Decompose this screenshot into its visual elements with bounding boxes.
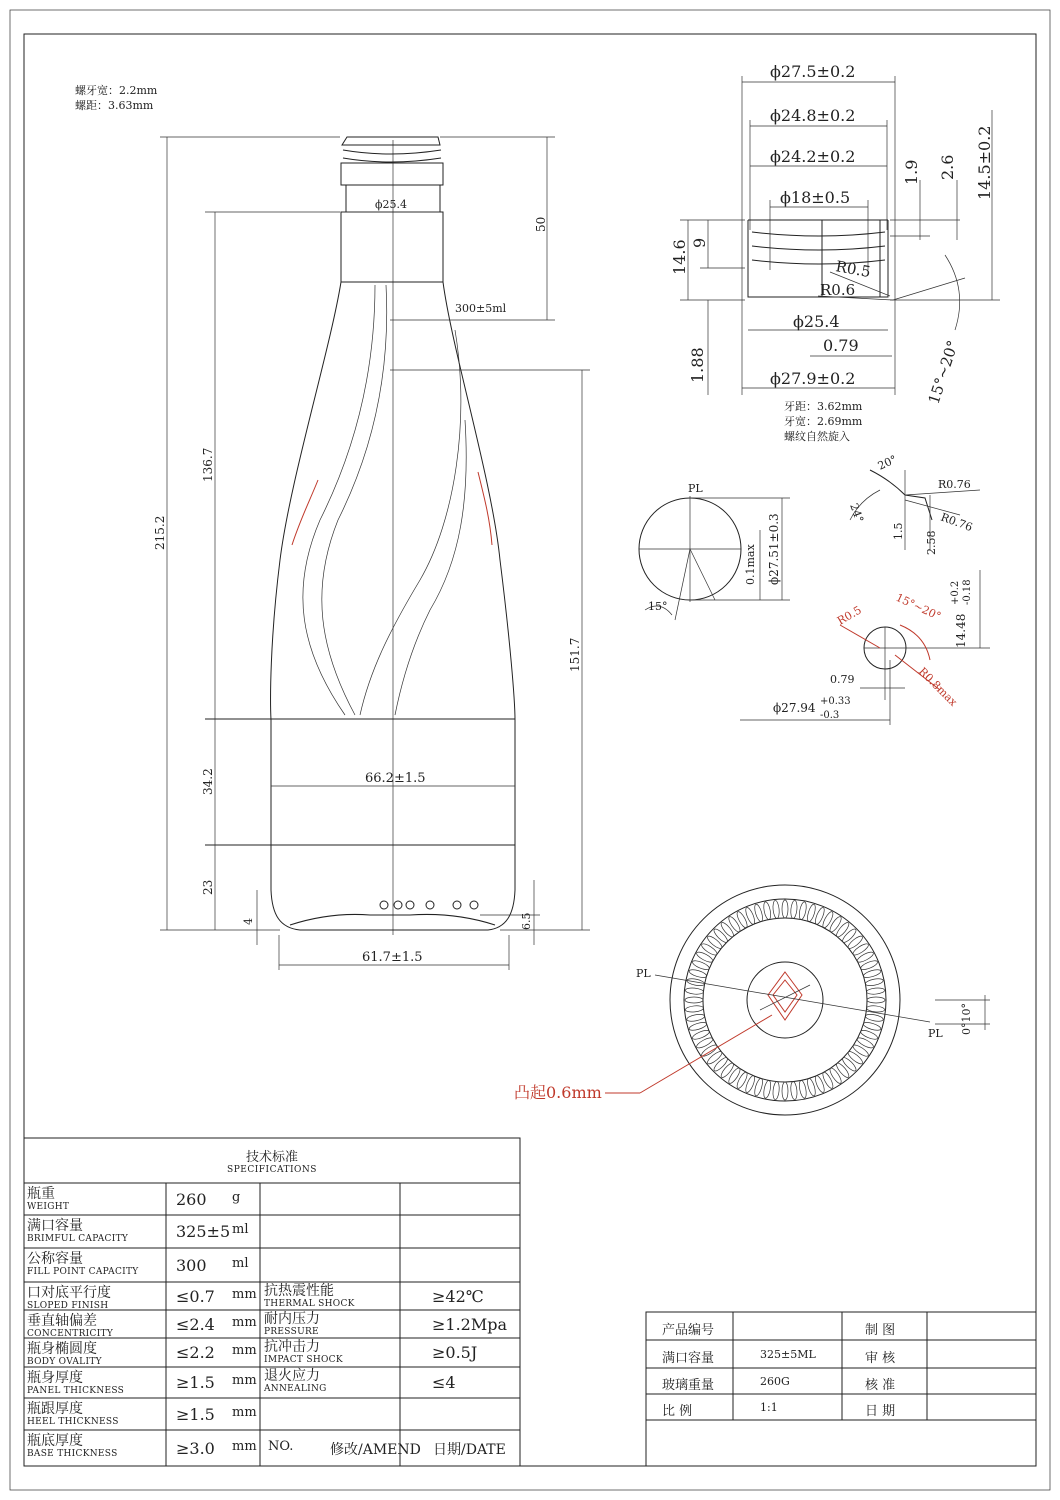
knurl-rib	[727, 1067, 742, 1085]
spec-label-2-cn: 退火应力	[264, 1368, 320, 1384]
heel-height-label: 23	[201, 879, 215, 895]
finish-thread-note: 螺纹自然旋入	[784, 430, 850, 443]
spec-unit: mm	[232, 1373, 257, 1388]
detail-a-angle: 15°	[648, 600, 668, 613]
spec-value: ≥1.5	[176, 1373, 215, 1392]
spec-unit: mm	[232, 1343, 257, 1358]
neck-length-label: 50	[534, 216, 548, 232]
spec-label-2-en: IMPACT SHOCK	[264, 1355, 343, 1365]
spec-value: ≥3.0	[176, 1438, 215, 1458]
finish-r1: R0.5	[834, 257, 873, 282]
base-knurl-ring	[685, 900, 885, 1100]
spec-label-cn: 瓶底厚度	[27, 1433, 83, 1449]
detail-b-h1: 1.5	[892, 522, 905, 540]
spec-value-2: ≥0.5J	[432, 1343, 478, 1362]
detail-c-dia-up: +0.33	[820, 696, 851, 707]
spec-value-2: ≥1.2Mpa	[432, 1314, 508, 1334]
tb-weight-label: 玻璃重量	[662, 1378, 715, 1393]
base-angle: 0°10°	[960, 1003, 973, 1035]
spec-unit: mm	[232, 1314, 257, 1330]
spec-label-en: BODY OVALITY	[27, 1357, 102, 1367]
spec-label	[27, 1342, 102, 1367]
base-pl-left: PL	[636, 967, 651, 980]
knurl-rib	[719, 921, 735, 939]
spec-value: ≤2.2	[176, 1343, 215, 1362]
finish-h5: 9	[690, 237, 709, 248]
spec-label-en: PANEL THICKNESS	[27, 1386, 125, 1396]
neck-dia-label: ϕ25.4	[375, 198, 407, 211]
detail-b	[847, 453, 980, 555]
spec-label-cn: 瓶身厚度	[27, 1370, 83, 1386]
amend-label: 修改/AMEND	[330, 1442, 421, 1458]
knurl-rib	[867, 997, 885, 1003]
thread-width-note: 螺牙宽：2.2mm	[75, 84, 158, 97]
spec-unit: mm	[232, 1286, 257, 1302]
knurl-rib	[856, 1036, 875, 1050]
thread-pitch-note: 螺距：3.63mm	[75, 99, 154, 112]
finish-h2: 2.6	[938, 154, 957, 180]
spec-unit: g	[232, 1189, 241, 1205]
finish-d2: ϕ24.8±0.2	[770, 106, 856, 125]
knurl-rib	[798, 1080, 807, 1099]
spec-unit: ml	[232, 1222, 249, 1237]
base-thickness-label: 4	[242, 918, 255, 925]
spec-unit: mm	[232, 1438, 257, 1454]
knurl-rib	[735, 910, 749, 929]
tb-scale-value: 1:1	[760, 1401, 778, 1414]
spec-label-2-en: ANNEALING	[264, 1384, 327, 1394]
knurl-rib	[685, 987, 703, 995]
detail-c-dia-dn: -0.3	[820, 710, 840, 721]
detail-b-a2: 24°	[847, 501, 867, 525]
spec-value: 300	[176, 1255, 207, 1275]
finish-d4: ϕ18±0.5	[780, 188, 851, 207]
knurl-rib	[782, 1082, 788, 1100]
spec-value: ≥1.5	[176, 1404, 215, 1424]
tb-product-no-label: 产品编号	[662, 1323, 715, 1338]
spec-unit: mm	[232, 1404, 257, 1420]
amend-date: 日期/DATE	[433, 1442, 506, 1458]
finish-d3: ϕ24.2±0.2	[770, 147, 856, 166]
finish-d1: ϕ27.5±0.2	[770, 62, 856, 81]
spec-label-2	[264, 1312, 320, 1337]
knurl-rib	[727, 915, 742, 933]
spec-label	[27, 1314, 113, 1339]
knurl-rib	[841, 1056, 858, 1073]
detail-b-r2: R0.76	[938, 510, 975, 535]
knurl-rib	[790, 900, 798, 918]
detail-c	[740, 570, 990, 725]
knurl-rib	[852, 942, 870, 957]
detail-c-angle: 15°~20°	[893, 590, 943, 624]
finish-width-note: 牙宽：2.69mm	[784, 415, 863, 428]
detail-c-w: 0.79	[830, 673, 855, 686]
knurl-rib	[762, 1080, 771, 1099]
knurl-rib	[846, 1050, 864, 1066]
finish-angle: 15°~20°	[924, 338, 963, 407]
spec-label-cn: 口对底平行度	[27, 1285, 111, 1301]
knurl-rib	[712, 927, 729, 944]
body-dia-label: 66.2±1.5	[365, 771, 426, 786]
inner-frame	[24, 34, 1036, 1466]
finish-h3: 14.5±0.2	[975, 125, 994, 200]
knurl-rib	[772, 900, 780, 918]
bottle-side-view	[75, 83, 590, 970]
knurl-rib	[790, 1081, 798, 1099]
detail-c-dia: ϕ27.94	[773, 701, 816, 715]
detail-c-r1: R0.5	[835, 603, 864, 628]
detail-a	[639, 482, 790, 620]
spec-label-2-cn: 抗热震性能	[264, 1283, 334, 1299]
spec-label	[27, 1286, 111, 1311]
finish-d6: 0.79	[823, 336, 859, 355]
knurl-rib	[828, 1067, 843, 1085]
body-height-label: 151.7	[568, 637, 582, 672]
spec-label	[27, 1371, 124, 1396]
spec-label-2	[264, 1340, 343, 1365]
specs-title-en: SPECIFICATIONS	[227, 1165, 317, 1175]
knurl-rib	[835, 1061, 851, 1079]
tb-check-label: 审 核	[865, 1351, 896, 1366]
detail-c-h-up: +0.2	[950, 580, 961, 605]
finish-h6: 1.88	[688, 347, 707, 383]
knurl-rib	[798, 901, 807, 920]
knurl-rib	[856, 950, 875, 964]
spec-label	[27, 1402, 119, 1427]
knurl-rib	[821, 1071, 835, 1090]
spec-label-2-cn: 耐内压力	[264, 1311, 320, 1327]
spec-label-2-cn: 抗冲击力	[264, 1339, 320, 1355]
spec-label-en: HEEL THICKNESS	[27, 1417, 119, 1427]
spec-label-cn: 瓶身椭圆度	[27, 1341, 97, 1357]
amend-no: NO.	[268, 1439, 294, 1454]
tb-weight-value: 260G	[760, 1375, 790, 1388]
detail-c-h: 14.48	[954, 613, 968, 648]
detail-c-r2: R0.8max	[915, 664, 960, 709]
tb-approve-label: 核 准	[865, 1378, 896, 1393]
base-pl-right: PL	[928, 1027, 943, 1040]
finish-r2: R0.6	[820, 281, 856, 299]
knurl-rib	[700, 942, 718, 957]
knurl-rib	[686, 1013, 705, 1022]
boss-note: 凸起0.6mm	[514, 1083, 602, 1102]
knurl-rib	[865, 1013, 884, 1022]
knurl-rib	[772, 1081, 780, 1099]
spec-value: ≤0.7	[176, 1286, 215, 1306]
spec-value: 260	[176, 1189, 207, 1209]
spec-label-en: FILL POINT CAPACITY	[27, 1267, 139, 1277]
knurl-rib	[712, 1056, 729, 1073]
knurl-rib	[706, 934, 724, 950]
spec-label-en: BRIMFUL CAPACITY	[27, 1234, 129, 1244]
spec-label-en: CONCENTRICITY	[27, 1329, 114, 1339]
spec-unit: ml	[232, 1255, 249, 1271]
detail-a-pl: PL	[688, 482, 703, 495]
spec-label	[27, 1252, 139, 1277]
spec-label-cn: 满口容量	[27, 1218, 83, 1234]
base-lift-label: 6.5	[520, 912, 533, 930]
knurl-rib	[782, 900, 788, 918]
knurl-rib	[685, 997, 703, 1003]
knurl-rib	[719, 1061, 735, 1079]
detail-b-r1: R0.76	[938, 478, 971, 491]
spec-value: ≤2.4	[176, 1314, 215, 1334]
detail-a-ovality: 0.1max	[744, 544, 757, 585]
finish-d5: ϕ25.4	[793, 312, 840, 331]
knurl-rib	[852, 1043, 870, 1058]
knurl-rib	[865, 978, 884, 987]
spec-label	[27, 1187, 69, 1212]
spec-label	[27, 1434, 118, 1459]
shoulder-height-label: 136.7	[201, 447, 215, 482]
spec-label-2	[264, 1369, 327, 1394]
knurl-rib	[695, 950, 714, 964]
finish-detail	[670, 62, 1000, 443]
tb-drawn-label: 制 图	[865, 1323, 896, 1338]
base-view	[514, 885, 990, 1115]
knurl-rib	[841, 927, 858, 944]
spec-label-en: BASE THICKNESS	[27, 1449, 118, 1459]
knurl-rib	[763, 901, 772, 920]
spec-label-2-en: PRESSURE	[264, 1327, 319, 1337]
spec-label-2-en: THERMAL SHOCK	[264, 1299, 355, 1309]
tb-brimful-value: 325±5ML	[760, 1348, 816, 1361]
knurl-rib	[846, 934, 864, 950]
detail-a-dia: ϕ27.51±0.3	[767, 513, 781, 585]
spec-value-2: ≥42℃	[432, 1286, 484, 1306]
spec-label	[27, 1219, 128, 1244]
knurl-rib	[821, 910, 835, 929]
spec-value-2: ≤4	[432, 1373, 456, 1392]
base-dia-label: 61.7±1.5	[362, 950, 423, 965]
spec-label-en: WEIGHT	[27, 1202, 70, 1212]
knurl-rib	[735, 1071, 749, 1090]
tb-brimful-label: 满口容量	[662, 1351, 715, 1366]
detail-b-a1: 20°	[875, 452, 899, 473]
finish-pitch-note: 牙距：3.62mm	[784, 400, 863, 413]
spec-label-cn: 公称容量	[27, 1251, 83, 1267]
finish-h4: 14.6	[670, 239, 689, 275]
detail-c-h-dn: -0.18	[962, 579, 973, 605]
fill-level-label: 300±5ml	[455, 302, 507, 315]
spec-label-2	[264, 1284, 355, 1309]
specs-title	[24, 1146, 520, 1175]
total-height-label: 215.2	[153, 515, 167, 550]
detail-b-h2: 2.58	[925, 530, 938, 555]
finish-d7: ϕ27.9±0.2	[770, 369, 856, 388]
specs-title-cn: 技术标准	[245, 1150, 298, 1165]
knurl-rib	[828, 915, 843, 933]
label-height-label: 34.2	[201, 768, 215, 795]
spec-label-en: SLOPED FINISH	[27, 1301, 109, 1311]
knurl-rib	[835, 921, 851, 939]
knurl-rib	[695, 1036, 714, 1050]
knurl-rib	[685, 1005, 703, 1013]
spec-label-cn: 瓶跟厚度	[27, 1401, 83, 1417]
spec-value: 325±5	[176, 1222, 231, 1241]
spec-label-cn: 瓶重	[27, 1186, 55, 1202]
tb-scale-label: 比 例	[662, 1404, 693, 1419]
knurl-rib	[866, 987, 884, 995]
tb-date-label: 日 期	[865, 1404, 896, 1419]
spec-label-cn: 垂直轴偏差	[27, 1313, 97, 1329]
finish-h1: 1.9	[902, 159, 921, 185]
